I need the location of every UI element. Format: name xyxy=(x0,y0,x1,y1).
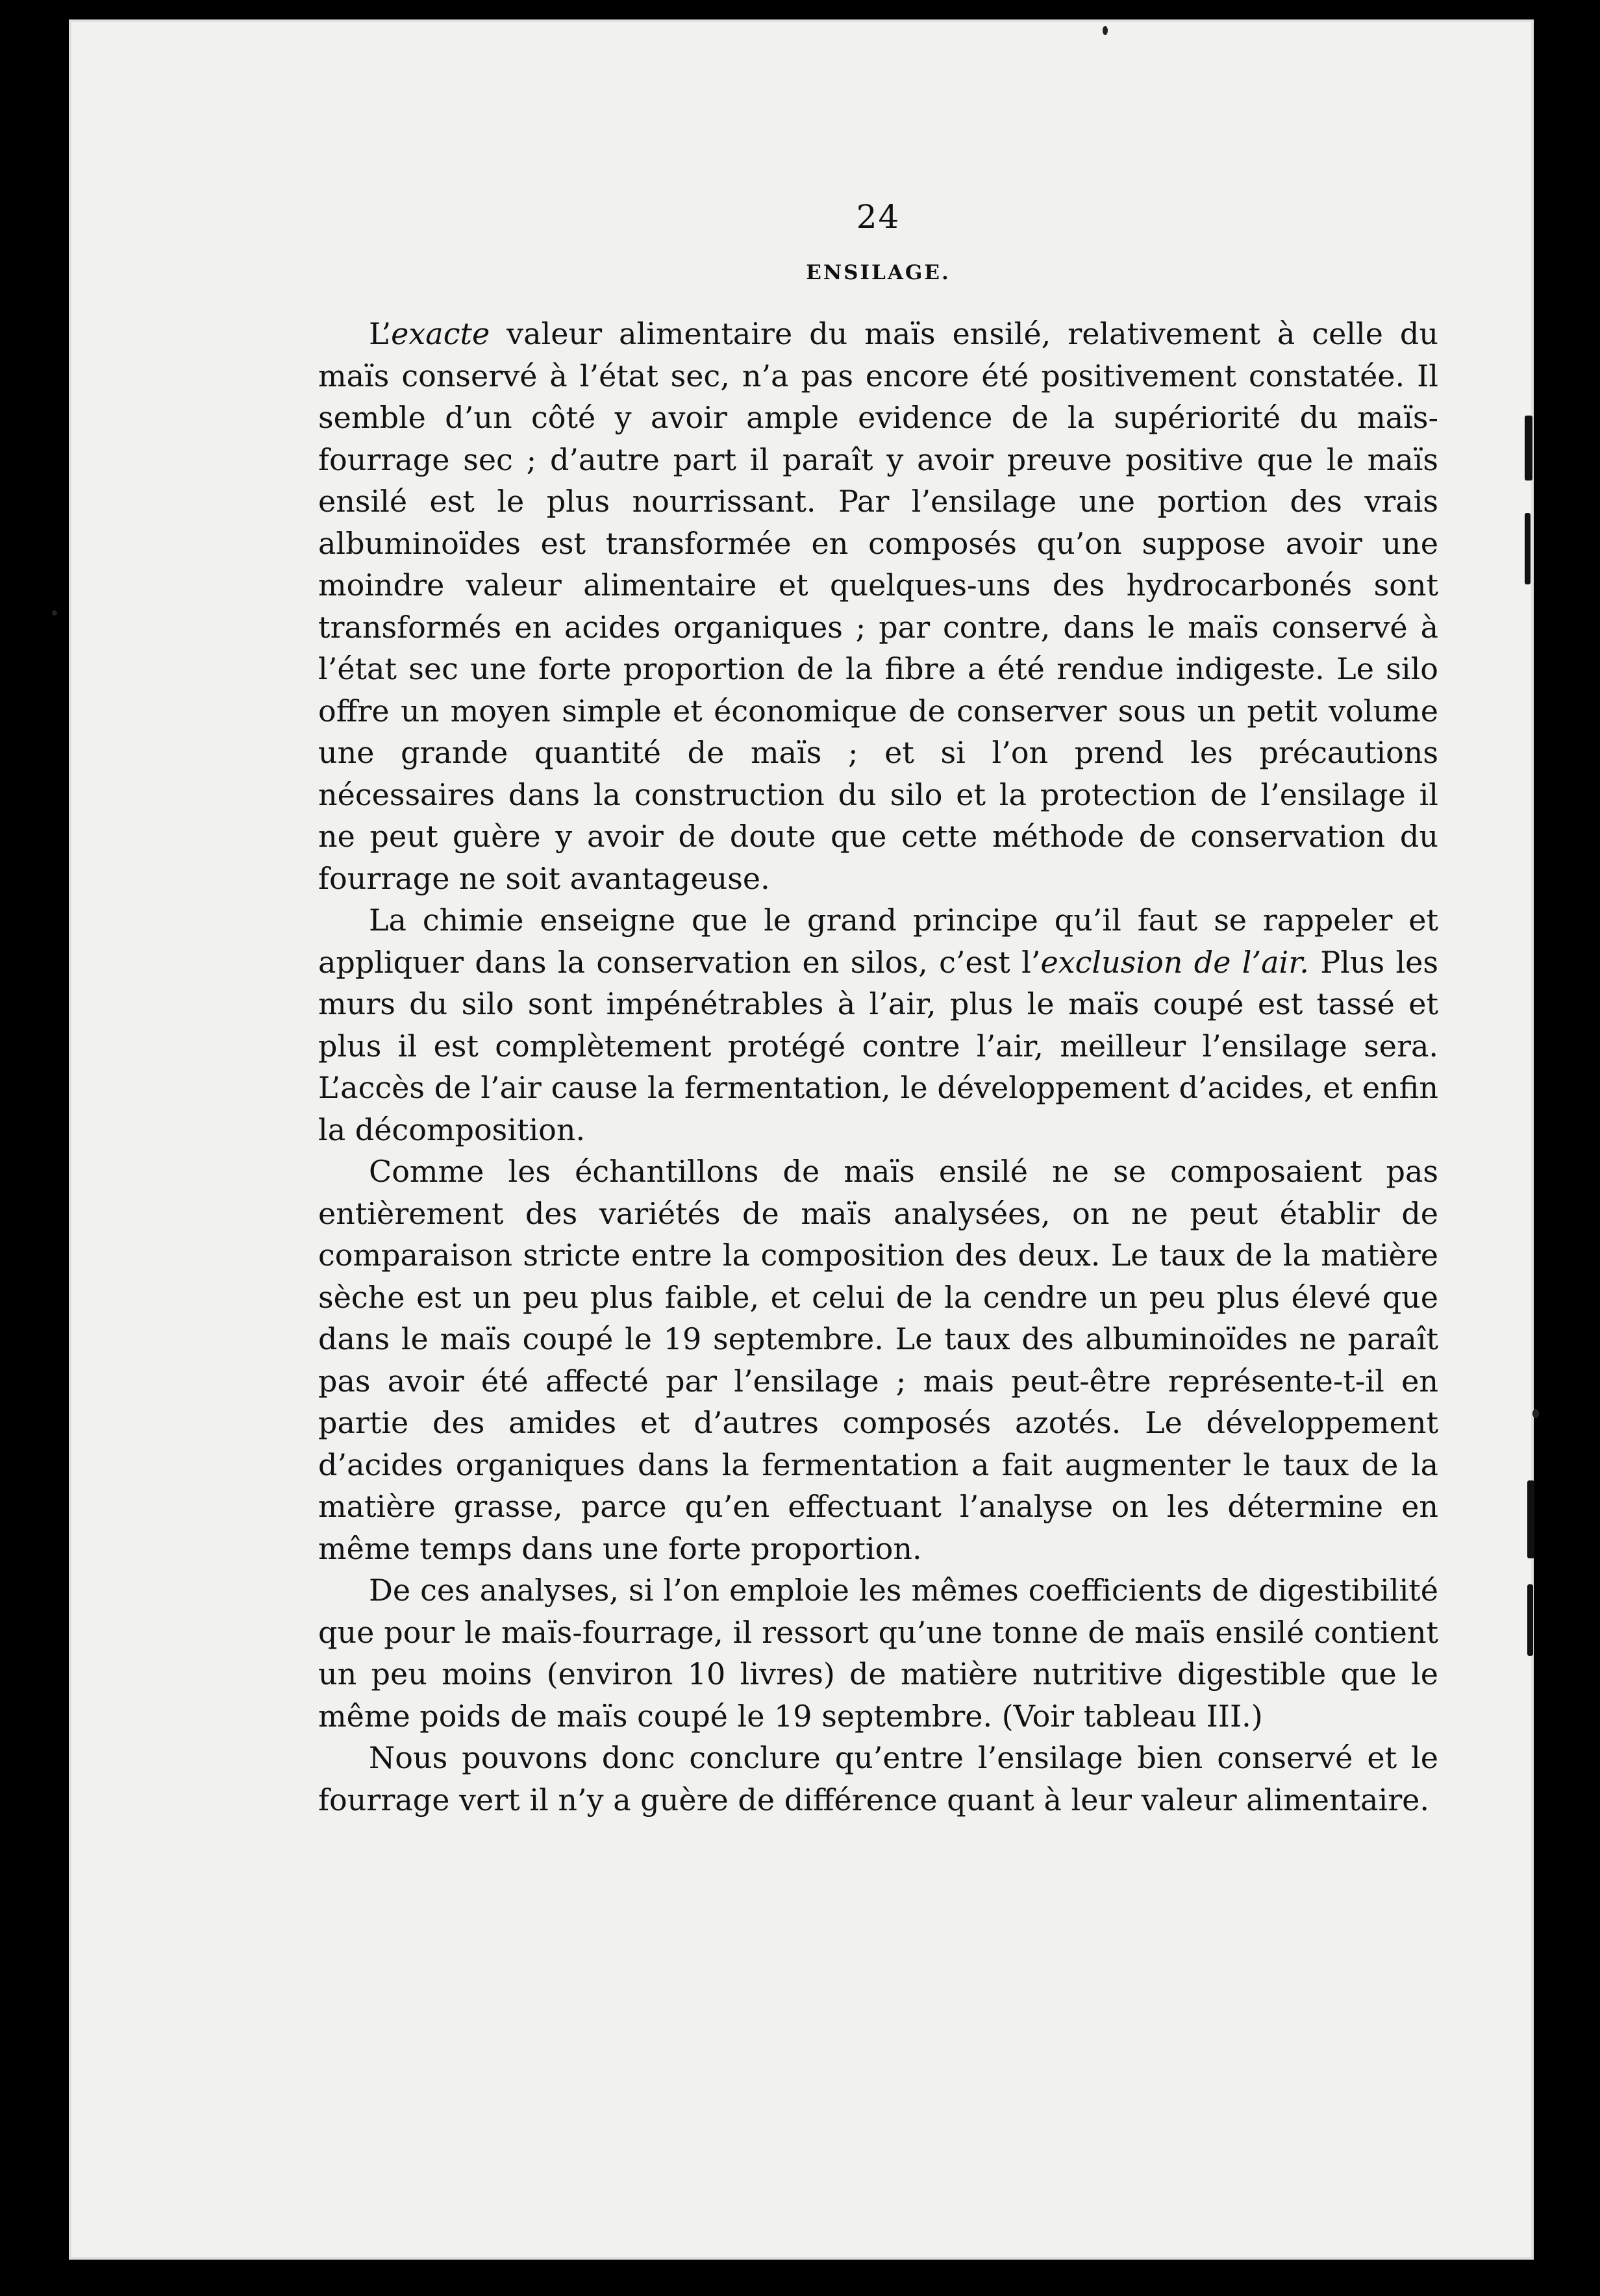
paragraph xyxy=(318,313,1438,899)
scan-mark xyxy=(1525,513,1531,584)
italic-text: exclusion de l’air. xyxy=(1040,944,1309,980)
scanned-page xyxy=(69,19,1534,2260)
paragraph xyxy=(318,1569,1438,1737)
text-segment: valeur alimentaire du maïs ensilé, relativement à celle du maïs conservé à l’état sec, n’a pas encore été positivement constatée. Il semble d’un côté y avoir ample evidence de la supériorité du maïs-fourrage sec ; d’autre part il paraît y avoir preuve positive que le maïs ensilé est le plus nourrissant. Par l’ensilage une portion des vrais albuminoïdes est transformée en composés qu’on suppose avoir une moindre valeur alimentaire et quelques-uns des hydrocarbonés sont transformés en acides organiques ; par contre, dans le maïs conservé à l’état sec une forte proportion de la fibre a été rendue indigeste. Le silo offre un moyen simple et économique de conserver sous un petit volume une grande quantité de maïs ; et si l’on prend les précautions nécessaires dans la construction du silo et la protection de l’ensilage il ne peut guère y avoir de doute que cette méthode de conservation du fourrage ne soit avantageuse. xyxy=(318,316,1438,896)
italic-text: exacte xyxy=(391,316,490,351)
scan-dot xyxy=(1532,1409,1539,1418)
paragraph xyxy=(318,1151,1438,1569)
paragraph xyxy=(318,1737,1438,1821)
scan-mark xyxy=(1527,1480,1534,1558)
page-number: 24 xyxy=(856,198,901,236)
scan-mark xyxy=(1525,416,1532,480)
text-segment: L’ xyxy=(369,316,392,351)
scan-dot xyxy=(1103,26,1108,35)
text-segment: Plus les murs du silo sont impénétrables à l’air, plus le maïs coupé est tassé et plus il est complètement protégé contre l’air, meilleur l’ensilage sera. L’accès de l’air cause la fermentation, le développement d’acides, et enfin la décomposition. xyxy=(318,944,1438,1147)
body-text xyxy=(318,313,1438,1821)
text-segment: De ces analyses, si l’on emploie les mêmes coefficients de digestibilité que pour le maïs-fourrage, il ressort qu’une tonne de maïs ensilé contient un peu moins (environ 10 livres) de matière nutritive digestible que le même poids de maïs coupé le 19 septembre. (Voir tableau III.) xyxy=(318,1573,1438,1734)
text-segment: La chimie enseigne que le grand principe qu’il faut se rappeler et appliquer dans la conservation en silos, c’est l’ xyxy=(318,903,1438,980)
paragraph xyxy=(318,899,1438,1151)
text-segment: Comme les échantillons de maïs ensilé ne se composaient pas entièrement des variétés de maïs analysées, on ne peut établir de comparaison stricte entre la composition des deux. Le taux de la matière sèche est un peu plus faible, et celui de la cendre un peu plus élevé que dans le maïs coupé le 19 septembre. Le taux des albuminoïdes ne paraît pas avoir été affecté par l’ensilage ; mais peut-être représente-t-il en partie des amides et d’autres composés azotés. Le développement d’acides organiques dans la fermentation a fait augmenter le taux de la matière grasse, parce qu’en effectuant l’analyse on les détermine en même temps dans une forte proportion. xyxy=(318,1154,1438,1566)
scan-mark xyxy=(1527,1584,1533,1656)
section-title: ENSILAGE. xyxy=(806,261,951,284)
scan-dot xyxy=(52,610,57,616)
page-content xyxy=(318,171,1438,1821)
text-segment: Nous pouvons donc conclure qu’entre l’ensilage bien conservé et le fourrage vert il n’y a guère de différence quant à leur valeur alimentaire. xyxy=(318,1740,1438,1817)
